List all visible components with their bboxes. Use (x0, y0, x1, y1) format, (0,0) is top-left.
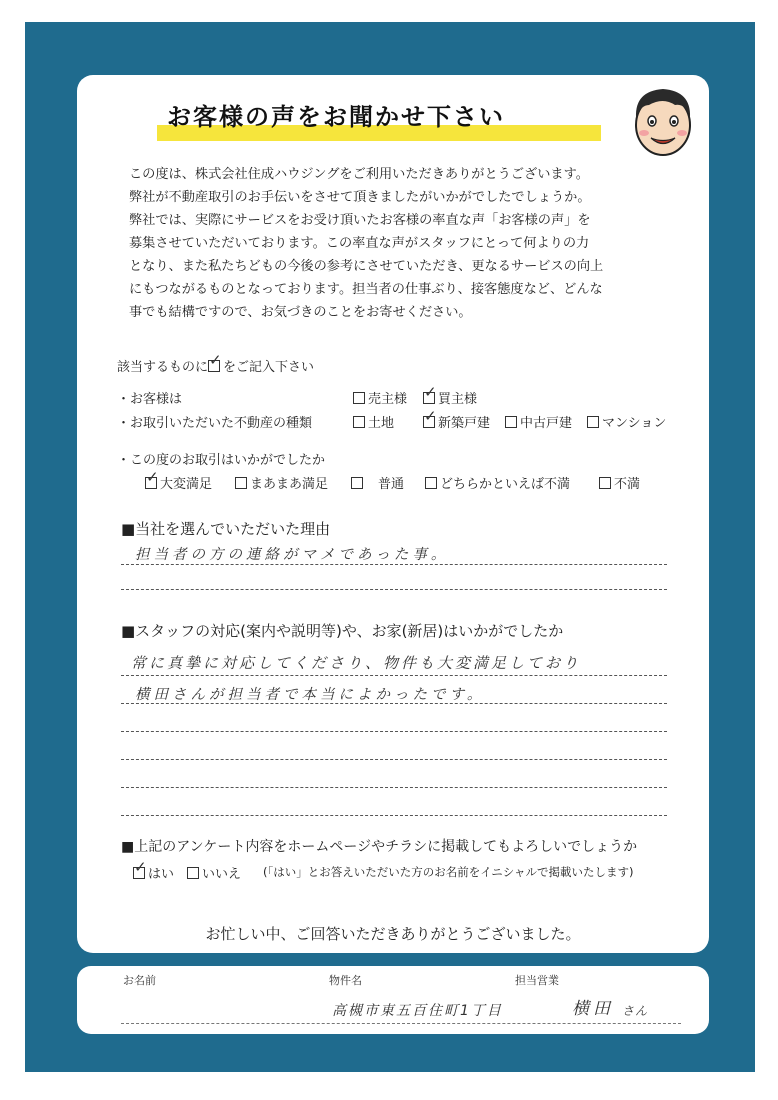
property-label: 物件名 (329, 974, 362, 987)
option-neutral[interactable]: 普通 (351, 473, 404, 492)
answer-staff-line2: 横田さんが担当者で本当によかったです。 (135, 687, 486, 703)
answer-line (121, 787, 667, 788)
staff-label: 担当営業 (515, 974, 559, 987)
question-consent: ■上記のアンケート内容をホームページやチラシに掲載してもよろしいでしょうか (121, 839, 638, 855)
instruction-post: をご記入下さい (223, 360, 315, 375)
option-seller[interactable]: 売主様 (353, 388, 407, 407)
checkbox-checked[interactable]: ✓ (423, 392, 435, 404)
answer-line (121, 703, 667, 704)
staff-value: 横田 (572, 999, 614, 1019)
question-reason: ■当社を選んでいただいた理由 (121, 520, 331, 538)
intro-text: この度は、株式会社住成ハウジングをご利用いただきありがとうございます。 弊社が不動産取引のお手伝いをさせて頂きましたがいかがでしたでしょうか。 弊社では、実際にサービスをお受け頂いたお客様の率直な声「お客様の声」を 募集させていただいております。この率直な声がスタッフにとって何よりの力 となり、また私たちどもの今後の参考にさせていただき、更なるサービスの向上 にもつながるものとなっております。担当者の仕事ぶり、接客態度など、どんな 事でも結構ですので、お気づきのことをお寄せください。 (129, 167, 604, 320)
thanks-message: お忙しい中、ご回答いただきありがとうございました。 (205, 925, 581, 943)
option-dissatisfied[interactable]: 不満 (599, 473, 640, 492)
answer-line (121, 731, 667, 732)
answer-line (121, 589, 667, 590)
option-very-satisfied[interactable]: ✓ 大変満足 (146, 468, 213, 492)
checkbox[interactable] (599, 477, 611, 489)
option-used-house[interactable]: 中古戸建 (505, 412, 572, 431)
question-staff: ■スタッフの対応(案内や説明等)や、お家(新居)はいかがでしたか (121, 622, 564, 640)
answer-reason: 担当者の方の連絡がマメであった事。 (135, 547, 450, 563)
checkbox[interactable] (505, 416, 517, 428)
option-buyer[interactable]: ✓ 買主様 (424, 383, 478, 407)
instruction-pre: 該当するものに (117, 360, 209, 375)
checkbox-checked[interactable]: ✓ (145, 477, 157, 489)
answer-line (121, 759, 667, 760)
name-label: お名前 (123, 974, 156, 987)
checkbox-checked[interactable]: ✓ (133, 867, 145, 879)
sample-checkbox: ✓ (208, 360, 220, 372)
checkbox[interactable] (187, 867, 199, 879)
checkbox[interactable] (353, 416, 365, 428)
consent-no[interactable]: いいえ (187, 863, 241, 882)
customer-type-label: ・お客様は (117, 392, 183, 407)
staff-suffix: さん (622, 1004, 649, 1018)
answer-line (121, 815, 667, 816)
checkbox[interactable] (353, 392, 365, 404)
page-title: お客様の声をお聞かせ下さい (167, 103, 505, 131)
option-mansion[interactable]: マンション (587, 412, 666, 431)
option-somewhat-satisfied[interactable]: まあまあ満足 (235, 473, 328, 492)
property-type-label: ・お取引いただいた不動産の種類 (117, 416, 313, 431)
checkbox-checked[interactable]: ✓ (423, 416, 435, 428)
footer-line (121, 1023, 681, 1024)
checkbox[interactable] (587, 416, 599, 428)
instruction (117, 351, 315, 375)
option-new-house[interactable]: ✓ 新築戸建 (424, 407, 491, 431)
answer-line (121, 675, 667, 676)
footer-panel (77, 966, 709, 1034)
checkbox[interactable] (425, 477, 437, 489)
option-somewhat-dissatisfied[interactable]: どちらかといえば不満 (425, 473, 570, 492)
satisfaction-label: ・この度のお取引はいかがでしたか (117, 453, 326, 468)
survey-card (77, 75, 709, 953)
title-block (157, 97, 505, 147)
consent-note: (「はい」とお答えいただいた方のお名前をイニシャルで掲載いたします) (263, 865, 634, 879)
answer-line (121, 564, 667, 565)
consent-yes[interactable]: ✓ はい (134, 858, 175, 882)
checkbox[interactable] (235, 477, 247, 489)
property-value: 高槻市東五百住町1丁目 (332, 1003, 503, 1019)
option-land[interactable]: 土地 (353, 412, 394, 431)
answer-staff-line1: 常に真摯に対応してくださり、物件も大変満足しており (131, 654, 582, 672)
staff-face-icon (627, 83, 699, 159)
checkbox[interactable] (351, 477, 363, 489)
